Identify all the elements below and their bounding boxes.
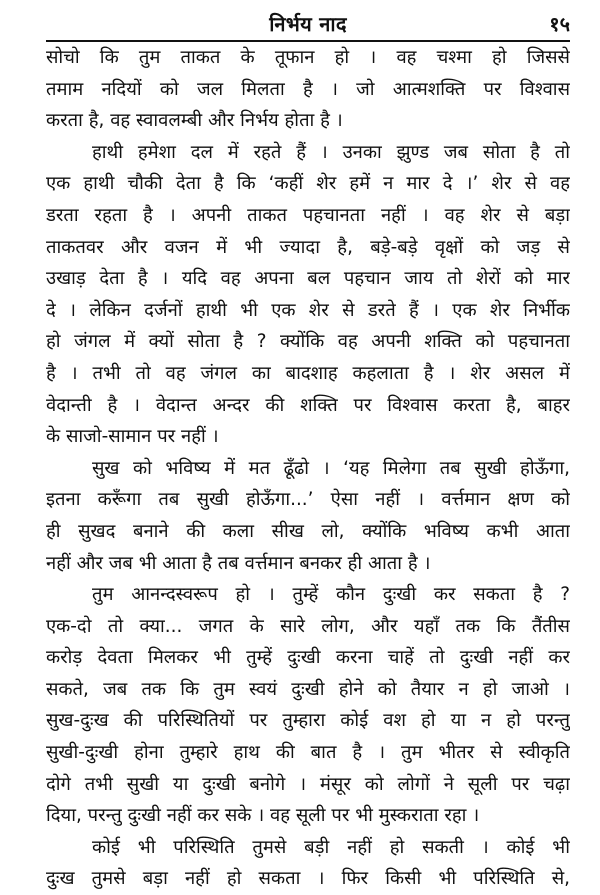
page-body (46, 42, 570, 895)
text-line: सोचो कि तुम ताकत के तूफान हो । वह चश्मा हो जिससे (46, 47, 570, 68)
page-number: १५ (549, 12, 570, 36)
text-line: हो जंगल में क्यों सोता है ? क्योंकि वह अपनी शक्ति को पहचानता (46, 331, 570, 353)
paragraph-start-line: कोई भी परिस्थिति तुमसे बड़ी नहीं हो सकती । कोई भी (92, 836, 570, 858)
text-line: वेदान्ती है । वेदान्त अन्दर की शक्ति पर विश्वास करता है, बाहर (46, 394, 570, 416)
text-line: एक हाथी चौकी देता है कि ‘कहीं शेर हमें न मार दे ।’ शेर से वह (46, 173, 570, 195)
page-header (46, 6, 570, 42)
text-line: दोगे तभी सुखी या दुःखी बनोगे । मंसूर को लोगों ने सूली पर चढ़ा (46, 773, 570, 795)
paragraph-start-line: सुख को भविष्य में मत ढूँढो । ‘यह मिलेगा तब सुखी होऊँगा, (92, 457, 570, 479)
paragraph-end-line: के साजो-सामान पर नहीं । (46, 426, 219, 448)
text-line: सुखी-दुःखी होना तुम्हारे हाथ की बात है । तुम भीतर से स्वीकृति (46, 742, 570, 764)
text-line: दे । लेकिन दर्जनों हाथी भी एक शेर से डरते हैं । एक शेर निर्भीक (46, 299, 570, 321)
paragraph-end-line: नहीं और जब भी आता है तब वर्त्तमान बनकर ही आता है । (46, 552, 431, 574)
paragraph-start-line: हाथी हमेशा दल में रहते हैं । उनका झुण्ड जब सोता है तो (92, 141, 570, 163)
text-line: करोड़ देवता मिलकर भी तुम्हें दुःखी करना चाहें तो दुःखी नहीं कर (46, 647, 570, 669)
text-line: तमाम नदियों को जल मिलता है । जो आत्मशक्ति पर विश्वास (46, 78, 570, 100)
running-title: निर्भय नाद (269, 12, 347, 36)
text-line: दुःख तुमसे बड़ा नहीं हो सकता । फिर किसी भी परिस्थिति से, (46, 868, 570, 890)
paragraph-end-line: दिया, परन्तु दुःखी नहीं कर सके । वह सूली पर भी मुस्कराता रहा । (46, 805, 480, 827)
text-line: है । तभी तो वह जंगल का बादशाह कहलाता है । शेर असल में (46, 362, 570, 384)
paragraph-end-line: करता है, वह स्वावलम्बी और निर्भय होता है । (46, 110, 343, 132)
paragraph-start-line: तुम आनन्दस्वरूप हो । तुम्हें कौन दुःखी कर सकता है ? (92, 584, 570, 606)
text-line: उखाड़ देता है । यदि वह अपना बल पहचान जाय तो शेरों को मार (46, 268, 570, 290)
text-line: सुख-दुःख की परिस्थितियों पर तुम्हारा कोई वश हो या न हो परन्तु (46, 710, 570, 732)
text-line: सकते, जब तक कि तुम स्वयं दुःखी होने को तैयार न हो जाओ । (46, 678, 570, 700)
text-line: डरता रहता है । अपनी ताकत पहचानता नहीं । वह शेर से बड़ा (46, 204, 570, 226)
text-line: इतना करूँगा तब सुखी होऊँगा...’ ऐसा नहीं । वर्त्तमान क्षण को (46, 489, 570, 511)
text-line: ही सुखद बनाने की कला सीख लो, क्योंकि भविष्य कभी आता (46, 520, 570, 542)
text-line: एक-दो तो क्या... जगत के सारे लोग, और यहाँ तक कि तैंतीस (46, 615, 570, 637)
text-line: ताकतवर और वजन में भी ज्यादा है, बड़े-बड़े वृक्षों को जड़ से (46, 236, 570, 258)
